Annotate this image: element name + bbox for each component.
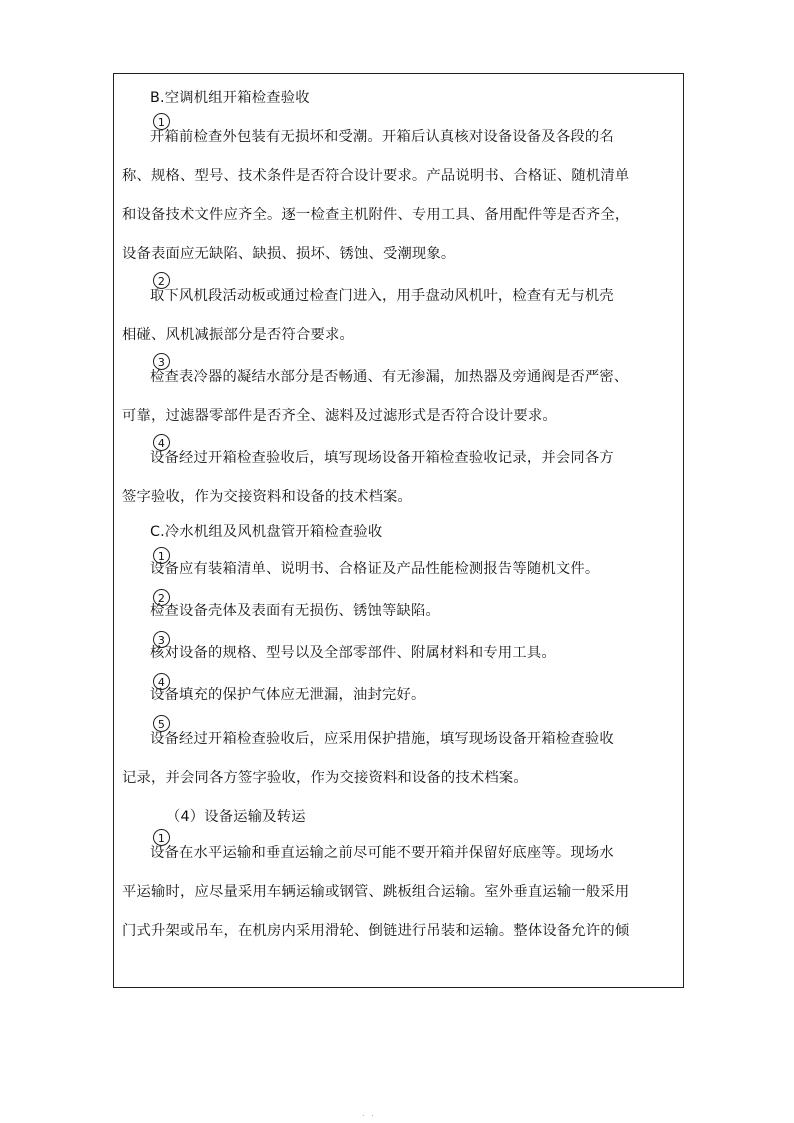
paragraph-line: 可靠，过滤器零部件是否齐全、滤料及过滤形式是否符合设计要求。: [122, 408, 557, 424]
paragraph-line: 称、规格、型号、技术条件是否符合设计要求。产品说明书、合格证、随机清单: [122, 168, 630, 184]
paragraph-line: 核对设备的规格、型号以及全部零部件、附属材料和专用工具。: [150, 645, 556, 661]
section-b-item-2: [122, 272, 677, 350]
circled-number-icon: 5: [153, 715, 170, 732]
paragraph-line: 设备填充的保护气体应无泄漏，油封完好。: [150, 687, 426, 703]
circled-number-icon: 3: [153, 353, 170, 370]
circled-number-icon: 1: [153, 547, 170, 564]
section-c-heading: C.冷水机组及风机盘管开箱检查验收: [150, 524, 383, 540]
section-b-item-1: [122, 113, 677, 269]
paragraph-line: 门式升架或吊车，在机房内采用滑轮、倒链进行吊装和运输。整体设备允许的倾: [122, 923, 630, 939]
section-4-item-1: [122, 829, 677, 946]
paragraph-line: 检查设备壳体及表面有无损伤、锈蚀等缺陷。: [150, 603, 440, 619]
paragraph-line: 平运输时，应尽量采用车辆运输或钢管、跳板组合运输。室外垂直运输一般采用: [122, 884, 630, 900]
paragraph-line: 设备在水平运输和垂直运输之前尽可能不要开箱并保留好底座等。现场水: [150, 845, 614, 861]
document-frame: [113, 73, 684, 988]
paragraph-line: 设备经过开箱检查验收后，填写现场设备开箱检查验收记录，并会同各方: [150, 450, 614, 466]
paragraph-line: 相碰、风机减振部分是否符合要求。: [122, 327, 354, 343]
section-c-item-1: [122, 547, 677, 586]
circled-number-icon: 2: [153, 589, 170, 606]
section-c-item-5: [122, 715, 677, 793]
paragraph-line: 设备应有装箱清单、说明书、合格证及产品性能检测报告等随机文件。: [150, 561, 600, 577]
section-4-heading: （4）设备运输及转运: [166, 809, 306, 825]
section-c-item-3: [122, 631, 677, 670]
paragraph-line: 开箱前检查外包装有无损坏和受潮。开箱后认真核对设备设备及各段的名: [150, 129, 614, 145]
paragraph-line: 检查表冷器的凝结水部分是否畅通、有无渗漏，加热器及旁通阀是否严密、: [150, 369, 629, 385]
paragraph-line: 取下风机段活动板或通过检查门进入，用手盘动风机叶，检查有无与机壳: [150, 288, 614, 304]
section-c-item-4: [122, 673, 677, 712]
section-c-item-2: [122, 589, 677, 628]
section-b-heading: B.空调机组开箱检查验收: [150, 90, 310, 106]
paragraph-line: 设备经过开箱检查验收后，应采用保护措施，填写现场设备开箱检查验收: [150, 731, 614, 747]
circled-number-icon: 2: [153, 272, 170, 289]
paragraph-line: 签字验收，作为交接资料和设备的技术档案。: [122, 489, 412, 505]
document-content: [122, 84, 677, 949]
circled-number-icon: 3: [153, 631, 170, 648]
paragraph-line: 记录，并会同各方签字验收，作为交接资料和设备的技术档案。: [122, 770, 528, 786]
section-b-item-4: [122, 434, 677, 512]
section-b-item-3: [122, 353, 677, 431]
footer-mark: . .: [362, 1109, 376, 1118]
circled-number-icon: 1: [153, 113, 170, 130]
circled-number-icon: 1: [153, 829, 170, 846]
circled-number-icon: 4: [153, 673, 170, 690]
paragraph-line: 和设备技术文件应齐全。逐一检查主机附件、专用工具、备用配件等是否齐全，: [122, 207, 630, 223]
paragraph-line: 设备表面应无缺陷、缺损、损坏、锈蚀、受潮现象。: [122, 246, 456, 262]
circled-number-icon: 4: [153, 434, 170, 451]
